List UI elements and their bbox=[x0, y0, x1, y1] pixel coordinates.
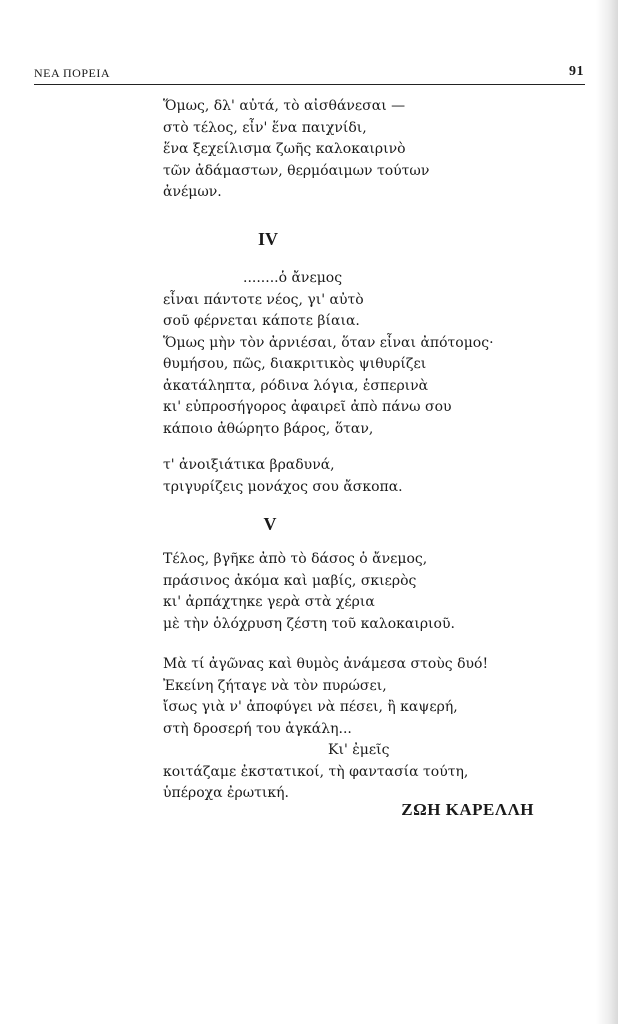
poem-line: σοῦ φέρνεται κάποτε βίαια. bbox=[163, 313, 360, 329]
page-number: 91 bbox=[569, 64, 584, 79]
author-name: ΖΩΗ ΚΑΡΕΛΛΗ bbox=[401, 800, 534, 819]
poem-line: Ὅμως, δλ' αὐτά, τὸ αἰσθάνεσαι — bbox=[163, 98, 406, 114]
poem-line: Μὰ τί ἀγῶνας καὶ θυμὸς ἀνάμεσα στοὺς δυό! bbox=[163, 656, 489, 672]
poem-line: κοιτάζαμε ἐκστατικοί, τὴ φαντασία τούτη, bbox=[163, 763, 469, 780]
poem-line: κάποιο ἀθώρητο βάρος, ὅταν, bbox=[163, 420, 374, 437]
poem-line: στὴ δροσερή του ἀγκάλη... bbox=[163, 720, 352, 737]
stanza-1 bbox=[163, 96, 429, 204]
poem-line: ἀνέμων. bbox=[163, 184, 222, 200]
poem-line: Κι' ἐμεῖς bbox=[328, 742, 390, 758]
poem-line: Ὅμως μὴν τὸν ἀρνιέσαι, ὅταν εἶναι ἀπότομος· bbox=[163, 334, 494, 351]
page-edge-shadow bbox=[596, 0, 618, 1024]
header-rule bbox=[34, 84, 585, 85]
section-number-iv: IV bbox=[257, 229, 278, 249]
poem-line: Τέλος, βγῆκε ἀπὸ τὸ δάσος ὁ ἄνεμος, bbox=[163, 551, 428, 567]
poem-line: θυμήσου, πῶς, διακριτικὸς ψιθυρίζει bbox=[163, 356, 427, 372]
poem-line: στὸ τέλος, εἶν' ἕνα παιχνίδι, bbox=[163, 119, 367, 136]
poem-line: μὲ τὴν ὁλόχρυση ζέστη τοῦ καλοκαιριοῦ. bbox=[163, 615, 455, 632]
stanza-4 bbox=[163, 549, 455, 635]
poem-line: εἶναι πάντοτε νέος, γι' αὐτὸ bbox=[163, 291, 364, 308]
poem-line: Ἐκείνη ζήταγε νὰ τὸν πυρώσει, bbox=[163, 677, 387, 694]
running-head bbox=[34, 64, 584, 84]
poem-line: ἕνα ξεχείλισμα ζωῆς καλοκαιρινὸ bbox=[163, 141, 406, 157]
poem-line: πράσινος ἀκόμα καὶ μαβίς, σκιερὸς bbox=[163, 572, 417, 589]
poem-line: τῶν ἀδάμαστων, θερμόαιμων τούτων bbox=[163, 162, 430, 179]
poem-line: κι' εὐπροσήγορος ἀφαιρεῖ ἀπὸ πάνω σου bbox=[163, 399, 452, 415]
stanza-5 bbox=[163, 654, 488, 805]
poem-line: ........ὁ ἄνεμος bbox=[243, 270, 343, 286]
poem-line: ἴσως γιὰ ν' ἀποφύγει νὰ πέσει, ἢ καψερή, bbox=[163, 699, 458, 715]
poem-line: ἀκατάληπτα, ρόδινα λόγια, ἑσπερινὰ bbox=[163, 377, 429, 394]
stanza-3 bbox=[163, 455, 403, 498]
poem-line: κι' ἀρπάχτηκε γερὰ στὰ χέρια bbox=[163, 594, 375, 610]
poem-line: τριγυρίζεις μονάχος σου ἄσκοπα. bbox=[163, 478, 403, 495]
section-number-v: V bbox=[263, 514, 277, 534]
poem-line: τ' ἀνοιξιάτικα βραδυνά, bbox=[163, 457, 335, 473]
stanza-2 bbox=[163, 268, 494, 440]
poem-line: ὑπέροχα ἐρωτική. bbox=[163, 785, 289, 801]
journal-title: ΝΕΑ ΠΟΡΕΙΑ bbox=[34, 66, 110, 80]
